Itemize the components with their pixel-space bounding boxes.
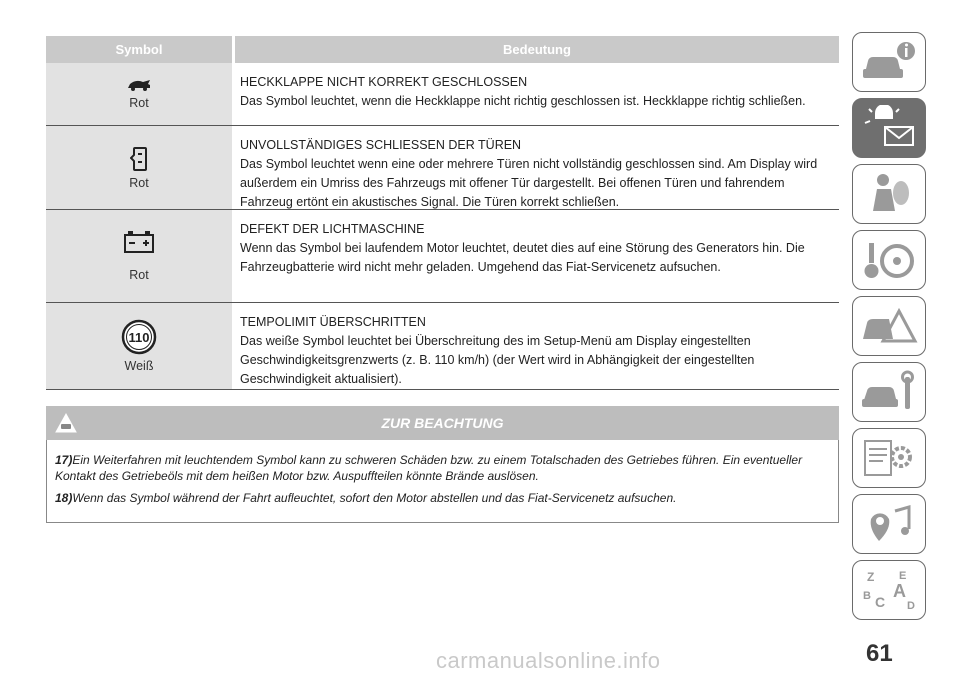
tab-starting-driving[interactable] xyxy=(852,230,926,290)
table-row xyxy=(46,303,839,390)
watermark: carmanualsonline.info xyxy=(436,648,661,673)
row-text: Wenn das Symbol bei laufendem Motor leuchtet, deutet dies auf eine Störung des Generators hin. Die Fahrzeugbatterie wird nicht mehr geladen. Umgehend das Fiat-Servicenetz aufsuchen. xyxy=(240,241,805,274)
tab-emergency[interactable] xyxy=(852,296,926,356)
technical-data-gear-icon xyxy=(859,435,919,481)
speed-limit-icon xyxy=(119,319,159,355)
caution-item xyxy=(55,490,830,506)
symbol-cell xyxy=(46,63,232,125)
svg-text:D: D xyxy=(907,600,915,612)
header-meaning: Bedeutung xyxy=(232,36,839,63)
symbol-color: Rot xyxy=(129,175,149,190)
caution-number: 18) xyxy=(55,491,73,505)
tab-maintenance[interactable] xyxy=(852,362,926,422)
table-row xyxy=(46,63,839,126)
table-row xyxy=(46,210,839,303)
key-steering-wheel-icon xyxy=(859,237,919,283)
row-text: Das Symbol leuchtet wenn eine oder mehrere Türen nicht vollständig geschlossen sind. Am Display wird außerdem ein Umriss des Fahrzeugs mit offener Tür dargestellt. Bei offenen Türen und fahrendem Fahrzeug ertönt ein akustisches Signal. Die Türen korrekt schließen. xyxy=(240,157,818,209)
tab-technical-data[interactable] xyxy=(852,428,926,488)
chapter-sidebar xyxy=(852,32,928,626)
door-open-icon xyxy=(130,146,148,172)
symbol-color: Weiß xyxy=(124,359,154,373)
symbol-cell xyxy=(46,126,232,209)
table-header xyxy=(46,36,839,63)
meaning-cell xyxy=(232,63,839,125)
tab-car-info[interactable] xyxy=(852,32,926,92)
page-number: 61 xyxy=(866,640,893,667)
row-title: UNVOLLSTÄNDIGES SCHLIESSEN DER TÜREN xyxy=(240,138,522,152)
symbol-color: Rot xyxy=(129,96,149,110)
caution-body xyxy=(46,440,839,523)
row-title: HECKKLAPPE NICHT KORREKT GESCHLOSSEN xyxy=(240,75,528,89)
caution-header xyxy=(46,406,839,440)
symbol-color: Rot xyxy=(129,268,149,282)
meaning-cell xyxy=(232,303,839,389)
row-title: DEFEKT DER LICHTMASCHINE xyxy=(240,222,425,236)
caution-text: Ein Weiterfahren mit leuchtendem Symbol kann zu schweren Schäden bzw. zu einem Totalschaden des Getriebes führen. Ein eventueller Kontakt des Getriebeöls mit dem heißen Motor bzw. Auspuffteilen könnte Brände auslösen. xyxy=(55,453,803,483)
symbol-cell xyxy=(46,210,232,302)
car-breakdown-icon xyxy=(859,303,919,349)
battery-icon xyxy=(122,230,156,254)
tab-index[interactable] xyxy=(852,560,926,620)
speed-limit-value: 110 xyxy=(128,330,150,345)
multimedia-icon xyxy=(859,501,919,547)
row-text: Das weiße Symbol leuchtet bei Überschreitung des im Setup-Menü am Display eingestellten Geschwindigkeitsgrenzwerts (z. B. 110 km/h) (der Wert wird in Abhängigkeit der eingestellten Geschwindigkeit aktualisiert). xyxy=(240,334,755,386)
tab-safety[interactable] xyxy=(852,164,926,224)
meaning-cell xyxy=(232,126,839,209)
car-info-icon xyxy=(859,39,919,85)
caution-box xyxy=(46,406,839,523)
index-alphabet-icon xyxy=(859,567,919,613)
caution-number: 17) xyxy=(55,453,73,467)
tab-multimedia[interactable] xyxy=(852,494,926,554)
svg-text:C: C xyxy=(875,594,886,610)
header-symbol: Symbol xyxy=(115,42,163,57)
car-trunk-open-icon xyxy=(126,78,152,92)
warning-lights-table xyxy=(46,36,839,390)
caution-text: Wenn das Symbol während der Fahrt aufleuchtet, sofort den Motor abstellen und das Fiat-Servicenetz aufsuchen. xyxy=(72,491,677,505)
row-text: Das Symbol leuchtet, wenn die Heckklappe nicht richtig geschlossen ist. Heckklappe richtig schließen. xyxy=(240,94,806,108)
warning-light-message-icon xyxy=(859,105,919,151)
svg-text:E: E xyxy=(899,570,907,582)
svg-text:Z: Z xyxy=(867,570,875,584)
caution-title: ZUR BEACHTUNG xyxy=(381,415,504,431)
symbol-cell xyxy=(46,303,232,389)
table-row xyxy=(46,126,839,210)
caution-car-icon xyxy=(54,412,78,434)
caution-item xyxy=(55,452,830,484)
safety-airbag-icon xyxy=(859,171,919,217)
meaning-cell xyxy=(232,210,839,302)
svg-text:A: A xyxy=(893,581,906,601)
tab-warning-lights[interactable] xyxy=(852,98,926,158)
row-title: TEMPOLIMIT ÜBERSCHRITTEN xyxy=(240,315,426,329)
car-maintenance-icon xyxy=(859,369,919,415)
svg-text:B: B xyxy=(863,590,871,602)
